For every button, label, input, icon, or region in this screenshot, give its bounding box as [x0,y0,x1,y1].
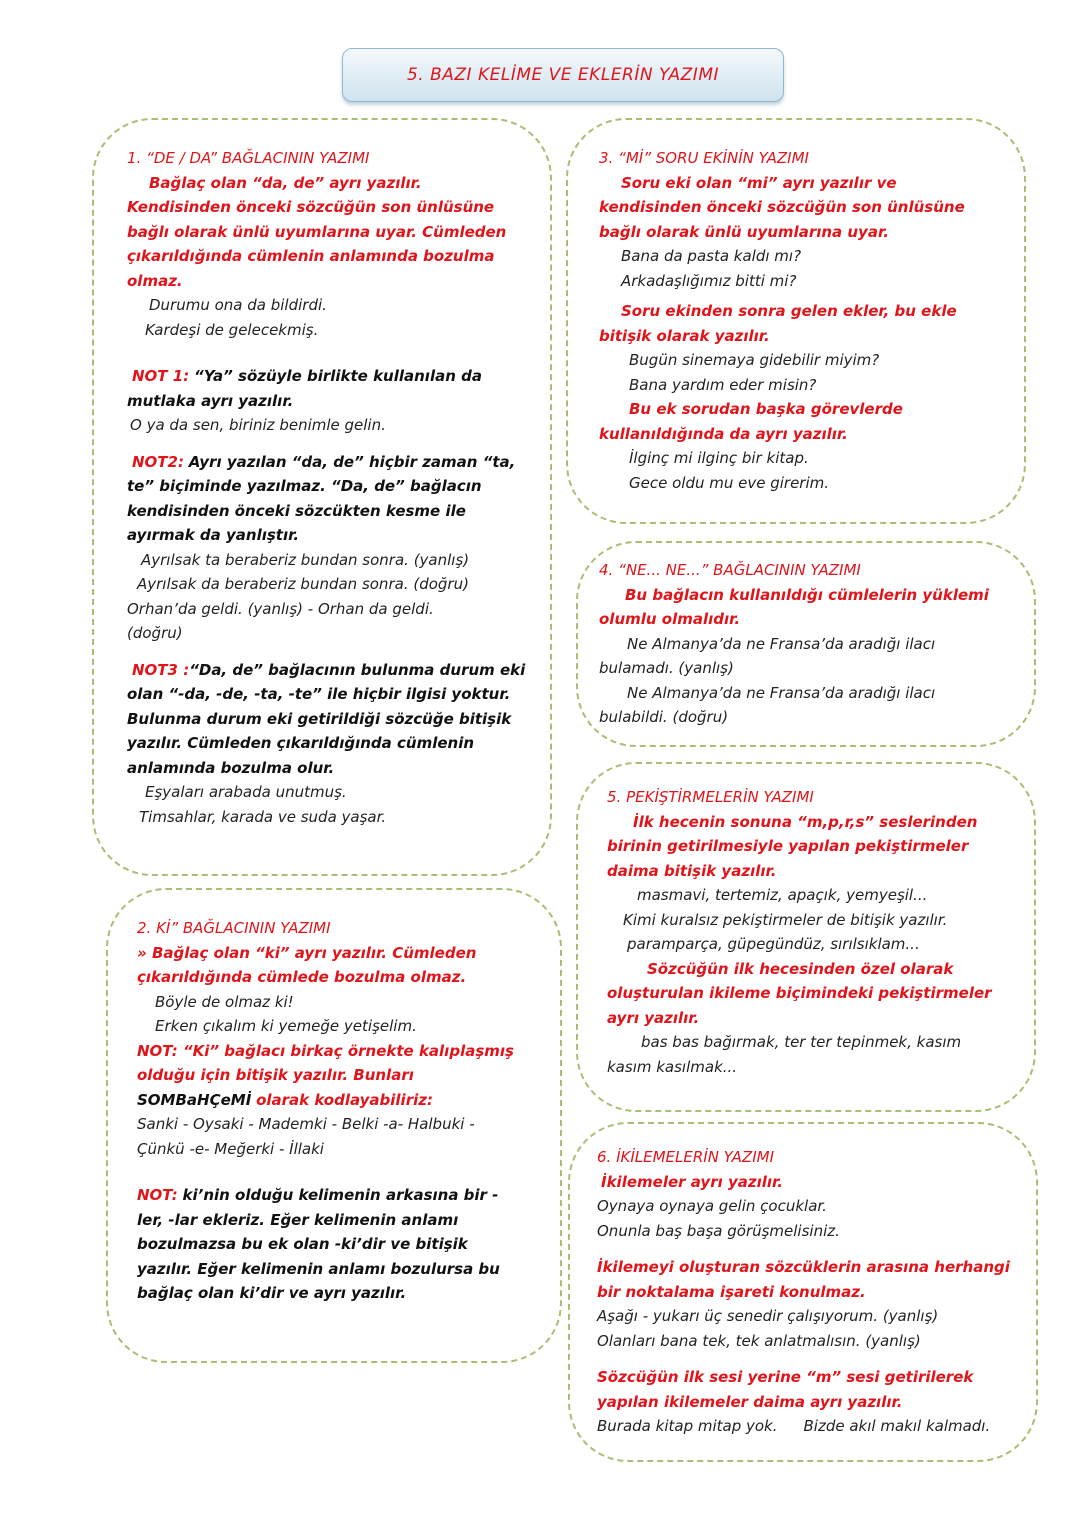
rule-line: Soru eki olan “mi” ayrı yazılır ve [621,173,897,192]
note-text: olarak kodlayabiliriz: [256,1090,433,1109]
note-line: yazılır. Cümleden çıkarıldığında cümlenin [127,734,475,752]
example-line: Aşağı - yukarı üç senedir çalışıyorum. (yanlış) [597,1307,939,1325]
rule-line: Sözcüğün ilk sesi yerine “m” sesi getirilerek [597,1368,974,1386]
rule-line: » Bağlaç olan “ki” ayrı yazılır. Cümleden [137,943,477,962]
rule-line: olmaz. [127,271,183,290]
example-line: paramparça, güpegündüz, sırılsıklam... [627,935,920,953]
rule-line: yapılan ikilemeler daima ayrı yazılır. [597,1392,903,1411]
note-line: bozulmazsa bu ek olan -ki’dir ve bitişik [137,1235,468,1253]
section-ne-ne [599,558,989,730]
example-line: Ayrılsak da beraberiz bundan sonra. (doğru) [137,575,469,593]
page-title: 5. BAZI KELİME VE EKLERİN YAZIMI [406,65,720,85]
note-line: Bulunma durum eki getirildiği sözcüğe bitişik [127,709,512,728]
note-text: “Ya” sözüyle birlikte kullanılan da [193,367,482,385]
example-line: Timsahlar, karada ve suda yaşar. [139,807,387,826]
example-line: Onunla baş başa görüşmelisiniz. [597,1221,840,1240]
rule-line: Bağlaç olan “da, de” ayrı yazılır. [149,173,422,192]
example-line: masmavi, tertemiz, apaçık, yemyeşil... [637,886,928,904]
note-line: bağlaç olan ki’dir ve ayrı yazılır. [137,1284,407,1302]
rule-line: kullanıldığında da ayrı yazılır. [599,424,848,443]
rule-line: daima bitişik yazılır. [607,861,777,880]
example-line: Ne Almanya’da ne Fransa’da aradığı ilacı [627,634,936,653]
note-line: kendisinden önceki sözcükten kesme ile [127,501,466,520]
note-text: Ayrı yazılan “da, de” hiçbir zaman “ta, [188,452,516,471]
rule-line: bitişik olarak yazılır. [599,326,770,345]
note-label: NOT 1: [132,367,190,385]
rule-line: Bu ek sorudan başka görevlerde [629,400,903,418]
rule-line: Kendisinden önceki sözcüğün son ünlüsüne [127,198,495,216]
example-line [597,1414,1010,1439]
example-line: Bana yardım eder misin? [629,375,817,394]
example-text: Burada kitap mitap yok. [597,1417,778,1435]
example-line: İlginç mi ilginç bir kitap. [629,449,809,467]
note-line [127,364,525,389]
example-line: Gece oldu mu eve girerim. [629,473,830,492]
note-line: te” biçiminde yazılmaz. “Da, de” bağlacın [127,477,482,495]
example-line: Eşyaları arabada unutmuş. [145,783,347,801]
code-word: SOMBaHÇeMİ [137,1090,252,1109]
rule-line: olumlu olmalıdır. [599,610,741,628]
example-line: Orhan’da geldi. (yanlış) - Orhan da geldi. [127,599,434,618]
rule-line: çıkarıldığında cümlede bozulma olmaz. [137,968,467,986]
example-line: bulabildi. (doğru) [599,708,729,726]
example-line: Kardeşi de gelecekmiş. [145,320,319,339]
example-line: Kimi kuralsız pekiştirmeler de bitişik yazılır. [623,910,948,929]
example-line: (doğru) [127,624,183,642]
note-line: anlamında bozulma olur. [127,758,335,777]
rule-line: İkilemeler ayrı yazılır. [601,1172,783,1191]
rule-line: Bu bağlacın kullanıldığı cümlelerin yüklemi [625,585,989,604]
note-label: NOT3 : [132,660,190,679]
rule-line: Soru ekinden sonra gelen ekler, bu ekle [621,302,957,320]
section-heading: 5. PEKİŞTİRMELERİN YAZIMI [607,788,814,806]
note-line [137,1088,514,1113]
note-line: mutlaka ayrı yazılır. [127,391,294,410]
rule-line: çıkarıldığında cümlenin anlamında bozulma [127,247,495,265]
note-text: ki’nin olduğu kelimenin arkasına bir - [182,1186,499,1204]
note-line: olduğu için bitişik yazılır. Bunları [137,1066,414,1084]
page-title-box [342,48,784,102]
example-line: Erken çıkalım ki yemeğe yetişelim. [155,1017,417,1035]
rule-line: kendisinden önceki sözcüğün son ünlüsüne [599,198,965,216]
example-line: Bana da pasta kaldı mı? [621,247,802,265]
example-text: Bizde akıl makıl kalmadı. [803,1417,991,1435]
example-line: O ya da sen, biriniz benimle gelin. [130,416,386,434]
rule-line: bir noktalama işareti konulmaz. [597,1282,866,1301]
section-heading: 6. İKİLEMELERİN YAZIMI [597,1148,775,1166]
note-line [137,1183,514,1208]
example-line: Bugün sinemaya gidebilir miyim? [629,351,880,369]
note-label: NOT: [137,1186,178,1204]
section-mi [599,146,965,495]
example-line: Olanları bana tek, tek anlatmalısın. (yanlış) [597,1331,921,1350]
note-text: “Da, de” bağlacının bulunma durum eki [189,660,526,679]
section-heading: 2. Kİ” BAĞLACININ YAZIMI [137,919,331,937]
note-line: ler, -lar ekleriz. Eğer kelimenin anlamı [137,1210,459,1229]
rule-line: Sözcüğün ilk hecesinden özel olarak [647,959,954,978]
note-line [127,658,525,683]
rule-line: ayrı yazılır. [607,1008,700,1027]
section-heading: 3. “Mİ” SORU EKİNİN YAZIMI [599,149,809,167]
example-line: Arkadaşlığımız bitti mi? [621,271,797,290]
note-line: ayırmak da yanlıştır. [127,526,300,544]
note-line: NOT: “Ki” bağlacı birkaç örnekte kalıplaşmış [137,1041,514,1060]
note-line: yazılır. Eğer kelimenin anlamı bozulursa bu [137,1259,500,1278]
example-line: Ayrılsak ta beraberiz bundan sonra. (yanlış) [141,550,470,569]
note-label: NOT2: [132,452,184,471]
example-line: Böyle de olmaz ki! [155,992,294,1011]
rule-line: bağlı olarak ünlü uyumlarına uyar. Cümleden [127,222,507,241]
example-line: kasım kasılmak... [607,1057,738,1076]
note-line [127,450,525,475]
example-line: bulamadı. (yanlış) [599,659,734,677]
example-line: Oynaya oynaya gelin çocuklar. [597,1197,827,1215]
list-line: Sanki - Oysaki - Mademki - Belki -a- Halbuki - [137,1115,475,1133]
section-heading: 4. “NE... NE...” BAĞLACININ YAZIMI [599,561,861,579]
section-de-da [127,146,525,829]
rule-line: oluşturulan ikileme biçimindeki pekiştirmeler [607,984,992,1002]
section-pekistirme [607,785,992,1079]
example-line: Ne Almanya’da ne Fransa’da aradığı ilacı [627,683,936,702]
rule-line: birinin getirilmesiyle yapılan pekiştirmeler [607,837,969,855]
example-line: Durumu ona da bildirdi. [149,296,327,314]
example-line: bas bas bağırmak, ter ter tepinmek, kasım [641,1033,962,1051]
rule-line: bağlı olarak ünlü uyumlarına uyar. [599,222,889,241]
rule-line: İkilemeyi oluşturan sözcüklerin arasına herhangi [597,1258,1010,1276]
section-heading: 1. “DE / DA” BAĞLACININ YAZIMI [127,149,370,167]
section-ki [137,916,514,1306]
list-line: Çünkü -e- Meğerki - İllaki [137,1139,324,1158]
section-ikileme [597,1145,1010,1439]
note-line: olan “-da, -de, -ta, -te” ile hiçbir ilgisi yoktur. [127,685,511,703]
rule-line: İlk hecenin sonuna “m,p,r,s” seslerinden [633,812,978,831]
